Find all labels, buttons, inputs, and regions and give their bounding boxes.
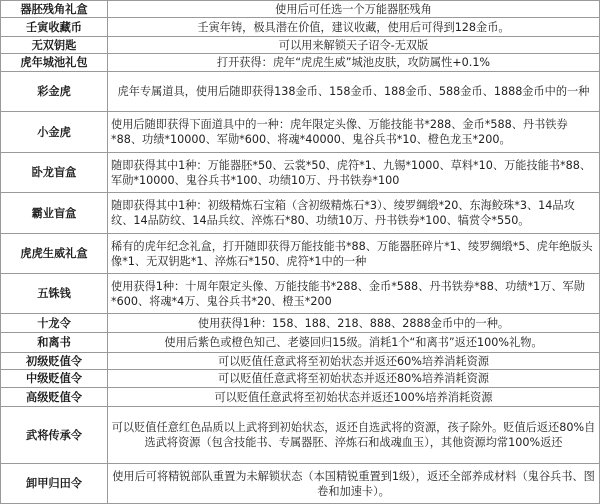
- item-row: [1, 370, 600, 388]
- item-description: 可以贬值任意武将至初始状态并返还100%培养消耗资源: [108, 388, 600, 407]
- item-row: [1, 333, 600, 353]
- item-description: 随即获得其中1种：万能器胚*50、云裳*50、虎符*1、九锡*1000、草料*10、万能技能书*88、军勋*10000、鬼谷兵书*100、功绩10万、丹书铁券*100: [108, 153, 600, 193]
- item-row: [1, 112, 600, 153]
- item-description: 使用后紫色或橙色知己、老婆回归15级。消耗1个“和离书”返还100%礼物。: [108, 333, 600, 353]
- item-row: [1, 388, 600, 407]
- item-name: 虎虎生威礼盒: [1, 234, 108, 274]
- item-name: 无双钥匙: [1, 37, 108, 54]
- item-name: 器胚残角礼盒: [1, 1, 108, 18]
- item-description: 可以贬值任意武将至初始状态并返还80%培养消耗资源: [108, 370, 600, 388]
- item-description: 壬寅年铸，极具潜在价值，建议收藏，使用后可得到128金币。: [108, 18, 600, 37]
- item-row: [1, 37, 600, 54]
- item-row: [1, 353, 600, 370]
- item-row: [1, 193, 600, 234]
- item-description: 虎年专属道具，使用后随即获得138金币、158金币、188金币、588金币、1888金币中的一种: [108, 72, 600, 112]
- item-name: 十龙令: [1, 314, 108, 333]
- item-table-body: [1, 1, 600, 504]
- item-name: 卸甲归田令: [1, 464, 108, 504]
- item-row: [1, 407, 600, 464]
- item-row: [1, 234, 600, 274]
- item-row: [1, 153, 600, 193]
- item-row: [1, 72, 600, 112]
- item-name: 初级贬值令: [1, 353, 108, 370]
- item-name: 武将传承令: [1, 407, 108, 464]
- item-row: [1, 54, 600, 72]
- item-name: 高级贬值令: [1, 388, 108, 407]
- item-name: 霸业盲盒: [1, 193, 108, 234]
- item-description: 使用获得1种：158、188、218、888、2888金币中的一种。: [108, 314, 600, 333]
- item-name: 中级贬值令: [1, 370, 108, 388]
- item-description: 使用获得1种：十周年限定头像、万能技能书*288、金币*588、丹书铁券*88、功绩*1万、军勋*600、将魂*4万、鬼谷兵书*20、橙玉*200: [108, 274, 600, 314]
- item-name: 和离书: [1, 333, 108, 353]
- item-description: 使用后可将精锐部队重置为未解锁状态（本国精锐重置到1级），返还全部养成材料（鬼谷兵书、图卷和加速卡）。: [108, 464, 600, 504]
- item-row: [1, 274, 600, 314]
- item-description: 随即获得其中1种：初级精炼石宝箱（含初级精炼石*3）、绫罗绸缎*20、东海鲛珠*3、14品攻纹、14品防纹、14品兵纹、淬炼石*80、功绩10万、丹书铁券*100、犒赏令*550。: [108, 193, 600, 234]
- item-name: 卧龙盲盒: [1, 153, 108, 193]
- item-name: 虎年城池礼包: [1, 54, 108, 72]
- item-description: 稀有的虎年纪念礼盒，打开随即获得万能技能书*88、万能器胚碎片*1、绫罗绸缎*5、虎年绝版头像*1、无双钥匙*1、淬炼石*150、虎符*1中的一种: [108, 234, 600, 274]
- item-description: 使用后随即获得下面道具中的一种：虎年限定头像、万能技能书*288、金币*588、丹书铁券*88、功绩*10000、军勋*600、将魂*40000、鬼谷兵书*10、橙色龙玉*200。: [108, 112, 600, 153]
- item-row: [1, 464, 600, 504]
- item-description: 打开获得：虎年“虎虎生威”城池皮肤，攻防属性+0.1%: [108, 54, 600, 72]
- item-description: 使用后可任选一个万能器胚残角: [108, 1, 600, 18]
- item-row: [1, 314, 600, 333]
- item-description: 可以用来解锁天子诏令-无双版: [108, 37, 600, 54]
- item-name: 彩金虎: [1, 72, 108, 112]
- item-description: 可以贬值任意红色品质以上武将到初始状态，返还自选武将的资源，孩子除外。贬值后返还80%自选武将资源（包含技能书、专属器胚、淬炼石和战魂血玉），其他资源均常100%返还: [108, 407, 600, 464]
- item-name: 壬寅收藏币: [1, 18, 108, 37]
- item-description: 可以贬值任意武将至初始状态并返还60%培养消耗资源: [108, 353, 600, 370]
- item-name: 小金虎: [1, 112, 108, 153]
- item-row: [1, 1, 600, 18]
- item-row: [1, 18, 600, 37]
- item-name: 五铢钱: [1, 274, 108, 314]
